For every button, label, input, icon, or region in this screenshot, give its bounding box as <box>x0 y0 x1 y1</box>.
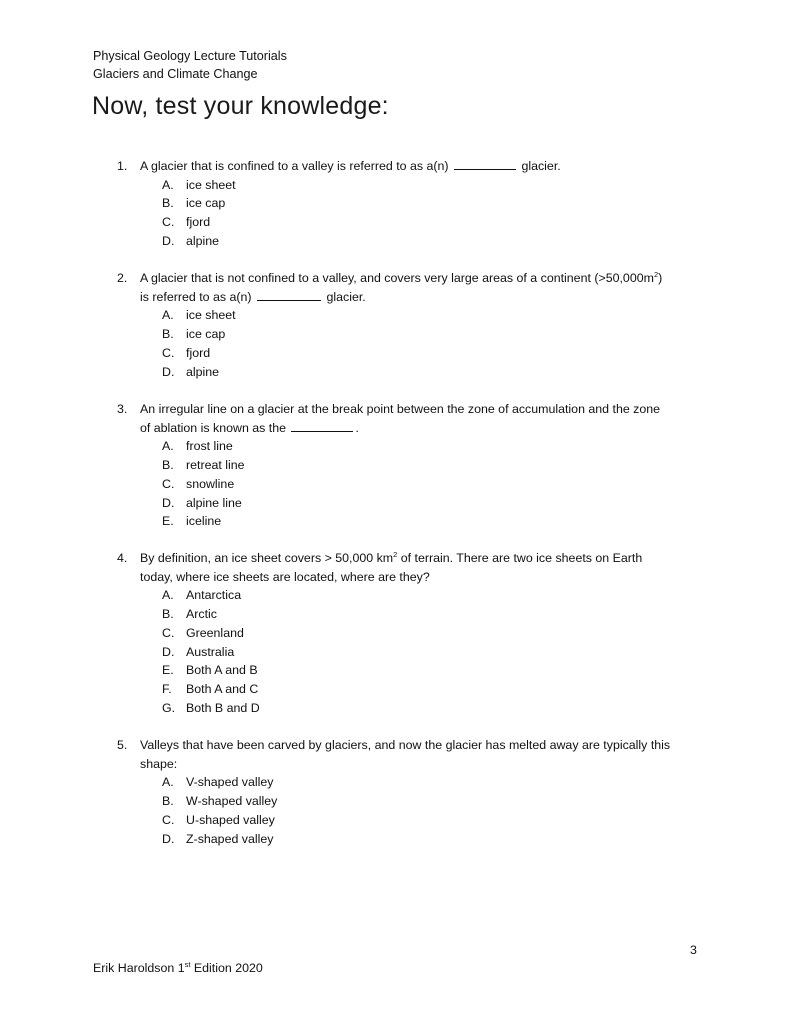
question-1 <box>117 157 707 251</box>
option-text: Both B and D <box>186 700 260 715</box>
option-letter: A. <box>162 308 174 323</box>
option-letter: G. <box>162 700 176 715</box>
option-text: alpine line <box>186 495 242 510</box>
option-text: ice cap <box>186 326 226 341</box>
option-letter: C. <box>162 625 175 640</box>
question-text-part: of terrain. There are two ice sheets on Earth <box>397 551 643 565</box>
option-d <box>117 363 707 382</box>
option-letter: C. <box>162 476 175 491</box>
superscript: 2 <box>653 269 659 279</box>
option-letter: D. <box>162 495 175 510</box>
question-text <box>117 736 707 773</box>
option-e <box>117 512 707 531</box>
option-text: iceline <box>186 514 222 529</box>
option-list <box>117 437 707 531</box>
option-e <box>117 661 707 680</box>
option-d <box>117 494 707 513</box>
option-letter: C. <box>162 215 175 230</box>
option-letter: C. <box>162 812 175 827</box>
option-b <box>117 456 707 475</box>
question-text-part: ) <box>658 271 663 285</box>
superscript: st <box>184 959 191 969</box>
question-text-part: today, where ice sheets are located, where are they? <box>140 569 430 584</box>
option-letter: D. <box>162 233 175 248</box>
question-number: 3. <box>117 402 128 416</box>
option-letter: A. <box>162 775 174 790</box>
option-letter: B. <box>162 457 174 472</box>
document-footer <box>93 961 263 975</box>
option-text: Arctic <box>186 606 217 621</box>
option-letter: B. <box>162 326 174 341</box>
question-text <box>117 269 707 306</box>
answer-blank <box>257 289 321 301</box>
option-letter: D. <box>162 364 175 379</box>
option-text: alpine <box>186 233 220 248</box>
question-text-part: Valleys that have been carved by glaciers, and now the glacier has melted away are typically this <box>140 738 671 752</box>
option-c <box>117 213 707 232</box>
option-list <box>117 306 707 381</box>
question-text-part: glacier. <box>521 159 561 173</box>
option-letter: D. <box>162 831 175 846</box>
option-letter: C. <box>162 345 175 360</box>
option-b <box>117 194 707 213</box>
superscript: 2 <box>393 549 398 559</box>
option-a <box>117 437 707 456</box>
question-number: 1. <box>117 159 128 173</box>
option-f <box>117 680 707 699</box>
question-number: 5. <box>117 738 128 752</box>
question-text-part: is referred to as a(n) <box>140 289 252 304</box>
footer-edition: Edition 2020 <box>190 961 263 975</box>
option-c <box>117 811 707 830</box>
question-4 <box>117 549 707 718</box>
question-5 <box>117 736 707 848</box>
option-letter: A. <box>162 439 174 454</box>
question-text <box>117 157 707 176</box>
option-text: Antarctica <box>186 588 242 603</box>
option-g <box>117 699 707 718</box>
chapter-title: Glaciers and Climate Change <box>93 67 258 81</box>
document-header <box>93 47 287 83</box>
question-text-part: shape: <box>140 756 178 771</box>
page-number: 3 <box>690 943 697 957</box>
option-a <box>117 773 707 792</box>
option-d <box>117 232 707 251</box>
question-text-part: glacier. <box>326 289 366 304</box>
option-list <box>117 586 707 718</box>
option-d <box>117 643 707 662</box>
option-text: fjord <box>186 345 211 360</box>
option-letter: B. <box>162 793 174 808</box>
option-text: Greenland <box>186 625 244 640</box>
question-text-part: of ablation is known as the <box>140 420 287 435</box>
option-text: ice sheet <box>186 177 236 192</box>
question-number: 2. <box>117 271 128 285</box>
option-letter: B. <box>162 606 174 621</box>
option-c <box>117 475 707 494</box>
option-a <box>117 176 707 195</box>
question-text <box>117 549 707 586</box>
option-text: Australia <box>186 644 235 659</box>
option-text: V-shaped valley <box>186 775 274 790</box>
option-letter: D. <box>162 644 175 659</box>
question-text-part: A glacier that is not confined to a valley, and covers very large areas of a continent (>50,000m <box>140 271 654 285</box>
option-letter: F. <box>162 682 172 697</box>
option-letter: E. <box>162 514 174 529</box>
option-text: Both A and C <box>186 682 259 697</box>
answer-blank <box>291 420 353 432</box>
course-title: Physical Geology Lecture Tutorials <box>93 49 287 63</box>
question-3 <box>117 400 707 531</box>
footer-author: Erik Haroldson 1 <box>93 961 185 975</box>
option-text: ice sheet <box>186 308 236 323</box>
option-b <box>117 325 707 344</box>
question-number: 4. <box>117 551 128 565</box>
option-text: alpine <box>186 364 220 379</box>
question-text-part: A glacier that is confined to a valley is referred to as a(n) <box>140 159 449 173</box>
option-text: U-shaped valley <box>186 812 275 827</box>
page-title: Now, test your knowledge: <box>92 92 389 120</box>
option-list <box>117 773 707 848</box>
question-text-part: By definition, an ice sheet covers > 50,000 km <box>140 551 394 565</box>
option-text: ice cap <box>186 196 226 211</box>
option-letter: A. <box>162 177 174 192</box>
option-text: snowline <box>186 476 235 491</box>
option-a <box>117 586 707 605</box>
question-2 <box>117 269 707 381</box>
option-d <box>117 830 707 849</box>
option-text: frost line <box>186 439 233 454</box>
question-text-part: An irregular line on a glacier at the break point between the zone of accumulation and the zone <box>140 402 661 416</box>
option-c <box>117 344 707 363</box>
option-text: Z-shaped valley <box>186 831 274 846</box>
option-text: fjord <box>186 215 211 230</box>
option-text: W-shaped valley <box>186 793 278 808</box>
option-letter: B. <box>162 196 174 211</box>
option-a <box>117 306 707 325</box>
option-b <box>117 605 707 624</box>
option-text: Both A and B <box>186 663 258 678</box>
answer-blank <box>454 158 516 170</box>
option-b <box>117 792 707 811</box>
option-list <box>117 176 707 251</box>
question-text <box>117 400 707 437</box>
option-letter: E. <box>162 663 174 678</box>
option-c <box>117 624 707 643</box>
question-text-part: . <box>355 420 359 435</box>
option-text: retreat line <box>186 457 245 472</box>
option-letter: A. <box>162 588 174 603</box>
